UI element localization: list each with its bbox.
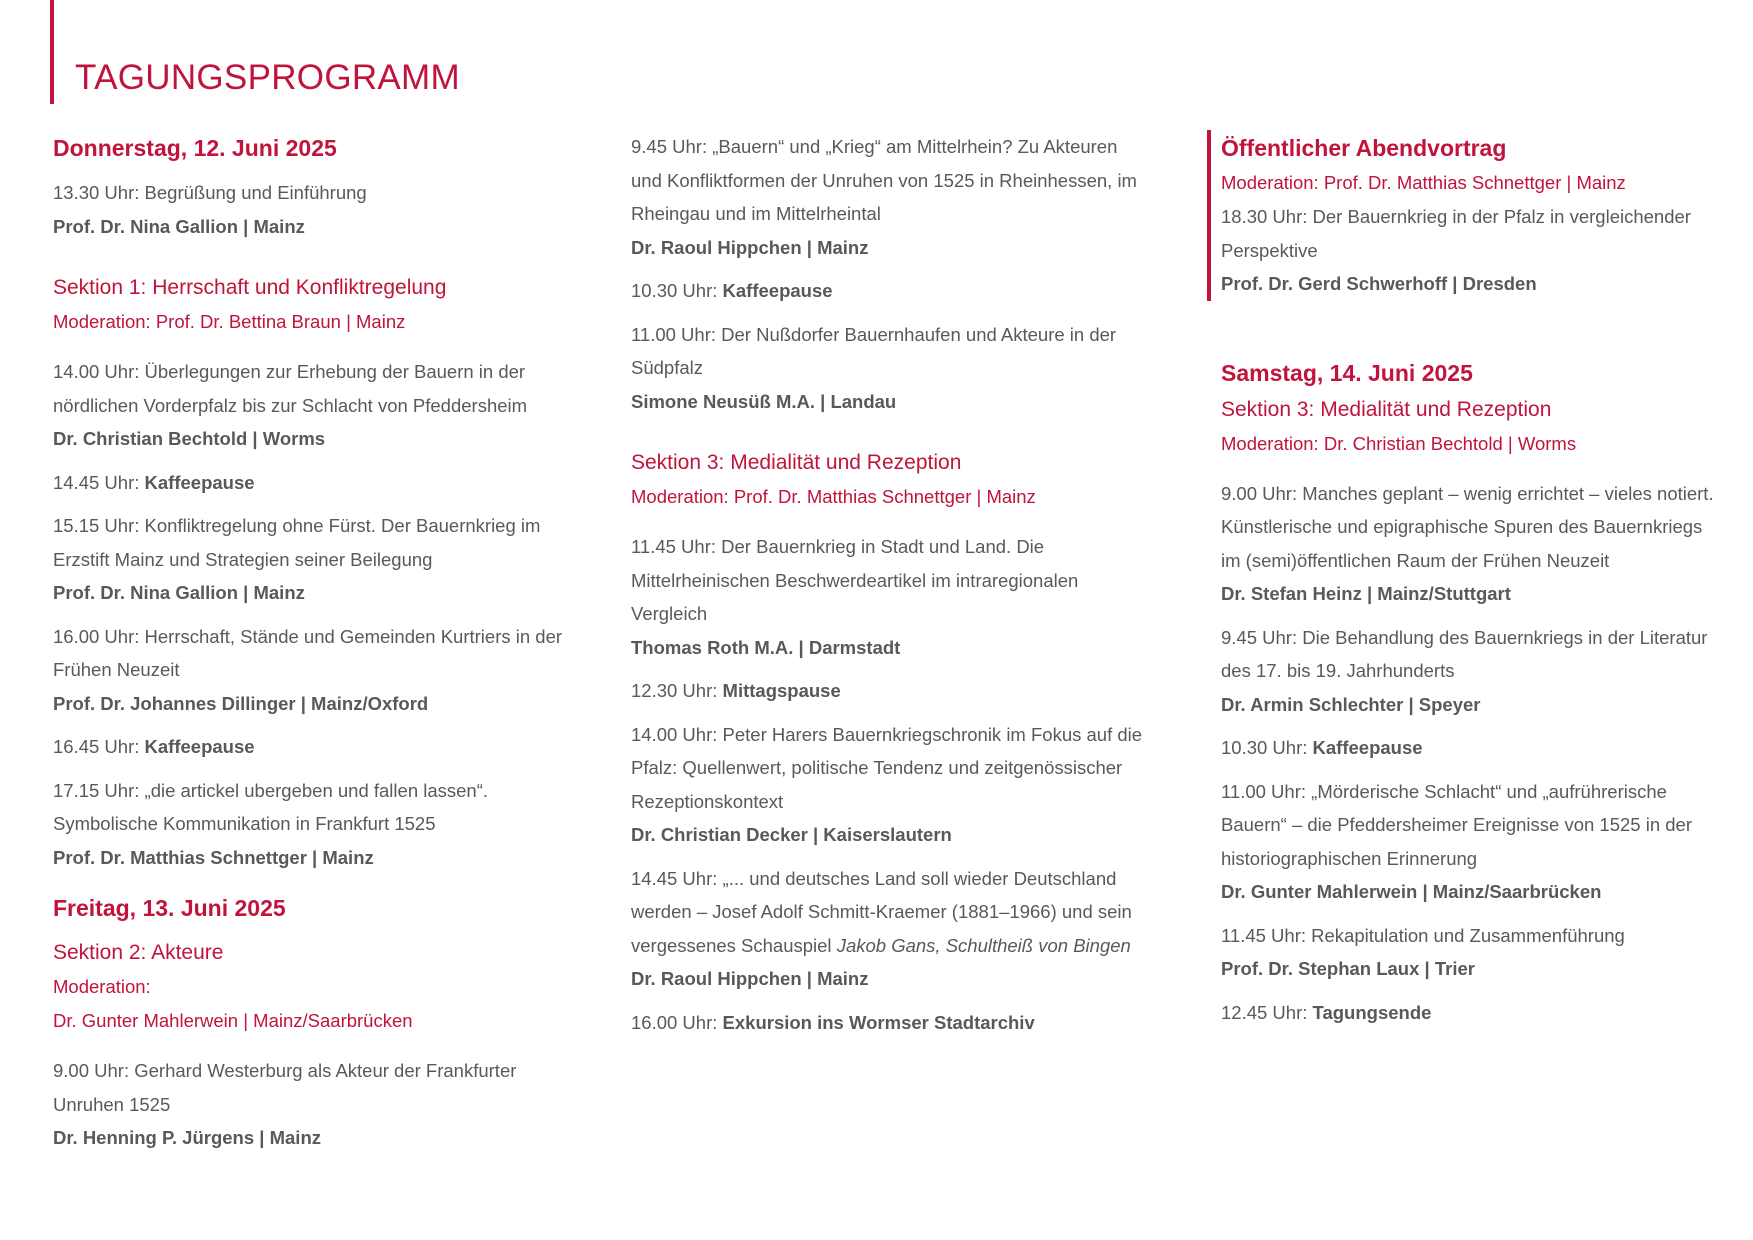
item-time: 12.45 Uhr (1221, 1001, 1303, 1023)
item-time: 11.45 Uhr (1221, 924, 1301, 946)
item-text: Der Bauernkrieg in Stadt und Land. Die Mittelrheinischen Beschwerdeartikel im intraregionalen Vergleich (631, 536, 1079, 624)
program-item: 14.00 Uhr: Überlegungen zur Erhebung der Bauern in der nördlichen Vorderpfalz bis zur Schlacht von Pfeddersheim Dr. Christian Bechtold | Worms (53, 355, 583, 456)
column-thursday (53, 130, 583, 1165)
day-heading-thursday: Donnerstag, 12. Juni 2025 (53, 135, 337, 161)
program-item: 14.45 Uhr: „... und deutsches Land soll wieder Deutschland werden – Josef Adolf Schmitt-Kraemer (1881–1966) und sein vergessenes Schauspiel Jakob Gans, Schultheiß von Bingen Dr. Raoul Hippchen | Mainz (631, 862, 1151, 996)
section-title: Sektion 3: Medialität und Rezeption (631, 451, 962, 474)
break-label: Kaffeepause (144, 736, 255, 757)
program-item: 13.30 Uhr: Begrüßung und Einführung Prof. Dr. Nina Gallion | Mainz (53, 176, 583, 243)
item-text: Herrschaft, Stände und Gemeinden Kurtriers in der Frühen Neuzeit (53, 625, 563, 680)
page-title: TAGUNGSPROGRAMM (75, 58, 460, 97)
program-item: 14.00 Uhr: Peter Harers Bauernkriegschronik im Fokus auf die Pfalz: Quellenwert, politische Tendenz und zeitgenössischer Rezeptionskontext Dr. Christian Decker | Kaiserslautern (631, 718, 1151, 852)
title-accent-bar (50, 0, 54, 104)
item-time: 14.00 Uhr (631, 723, 713, 745)
program-item: 18.30 Uhr: Der Bauernkrieg in der Pfalz in vergleichender Perspektive Prof. Dr. Gerd Schwerhoff | Dresden (1221, 200, 1721, 301)
program-item: 17.15 Uhr: „die artickel ubergeben und fallen lassen“. Symbolische Kommunikation in Frankfurt 1525 Prof. Dr. Matthias Schnettger | Mainz (53, 774, 583, 875)
break-label: Kaffeepause (1312, 737, 1423, 758)
item-text-italic: Jakob Gans, Schultheiß von Bingen (836, 934, 1131, 956)
item-time: 11.00 Uhr (1221, 780, 1301, 802)
item-speaker: Dr. Raoul Hippchen | Mainz (631, 968, 869, 989)
column-evening-saturday (1221, 130, 1721, 1039)
item-speaker: Prof. Dr. Johannes Dillinger | Mainz/Oxford (53, 692, 429, 714)
program-item: 11.00 Uhr: Der Nußdorfer Bauernhaufen und Akteure in der Südpfalz Simone Neusüß M.A. | Landau (631, 318, 1151, 419)
item-speaker: Prof. Dr. Nina Gallion | Mainz (53, 215, 305, 237)
item-text: Manches geplant – wenig errichtet – vieles notiert. Künstlerische und epigraphische Spuren des Bauernkriegs im (semi)öffentlichen Raum der Frühen Neuzeit (1221, 482, 1714, 571)
program-item: 14.45 Uhr: Kaffeepause (53, 471, 255, 493)
excursion-label: Exkursion ins Wormser Stadtarchiv (722, 1011, 1035, 1033)
item-speaker: Dr. Christian Bechtold | Worms (53, 428, 326, 449)
item-speaker: Dr. Armin Schlechter | Speyer (1221, 693, 1481, 715)
item-text: „... und deutsches Land soll wieder Deutschland werden – Josef Adolf Schmitt-Kraemer (1881–1966) und sein vergessenes Schauspiel (631, 867, 1132, 956)
section-title: Sektion 3: Medialität und Rezeption (1221, 397, 1552, 421)
item-speaker: Dr. Henning P. Jürgens | Mainz (53, 1127, 321, 1148)
break-label: Mittagspause (722, 680, 841, 701)
item-time: 13.30 Uhr (53, 182, 135, 203)
item-time: 11.00 Uhr (631, 323, 711, 345)
section-moderation-name: Dr. Gunter Mahlerwein | Mainz/Saarbrücken (53, 1010, 413, 1031)
item-speaker: Dr. Raoul Hippchen | Mainz (631, 236, 869, 258)
program-item: 11.45 Uhr: Der Bauernkrieg in Stadt und Land. Die Mittelrheinischen Beschwerdeartikel im intraregionalen Vergleich Thomas Roth M.A. | Darmstadt (631, 530, 1151, 664)
item-time: 15.15 Uhr (53, 515, 135, 536)
program-item: 15.15 Uhr: Konfliktregelung ohne Fürst. Der Bauernkrieg im Erzstift Mainz und Strategien seiner Beilegung Prof. Dr. Nina Gallion | Mainz (53, 509, 583, 610)
item-time: 14.00 Uhr (53, 361, 135, 382)
end-label: Tagungsende (1312, 1001, 1432, 1023)
item-time: 9.45 Uhr (1221, 626, 1292, 648)
item-speaker: Thomas Roth M.A. | Darmstadt (631, 636, 901, 658)
item-speaker: Prof. Dr. Matthias Schnettger | Mainz (53, 846, 374, 868)
item-text: Der Bauernkrieg in der Pfalz in vergleichender Perspektive (1221, 206, 1691, 261)
item-time: 14.45 Uhr (631, 867, 713, 889)
item-text: Die Behandlung des Bauernkriegs in der Literatur des 17. bis 19. Jahrhunderts (1221, 626, 1708, 681)
day-heading-saturday: Samstag, 14. Juni 2025 (1221, 359, 1473, 386)
item-speaker: Prof. Dr. Nina Gallion | Mainz (53, 582, 305, 603)
item-text: „Mörderische Schlacht“ und „aufrührerische Bauern“ – die Pfeddersheimer Ereignisse von 1525 in der historiographischen Erinnerung (1221, 780, 1693, 869)
item-time: 16.00 Uhr (53, 625, 135, 647)
item-text: Überlegungen zur Erhebung der Bauern in der nördlichen Vorderpfalz bis zur Schlacht von Pfeddersheim (53, 361, 528, 416)
item-speaker: Prof. Dr. Gerd Schwerhoff | Dresden (1221, 273, 1537, 294)
program-item: 16.45 Uhr: Kaffeepause (53, 736, 255, 757)
item-speaker: Dr. Christian Decker | Kaiserslautern (631, 824, 952, 845)
item-time: 9.00 Uhr (1221, 482, 1292, 504)
item-text: Rekapitulation und Zusammenführung (1311, 924, 1625, 946)
item-speaker: Simone Neusüß M.A. | Landau (631, 390, 897, 412)
item-time: 16.45 Uhr (53, 736, 135, 757)
item-time: 10.30 Uhr (1221, 737, 1303, 758)
item-time: 18.30 Uhr (1221, 206, 1303, 227)
program-item: 11.45 Uhr: Rekapitulation und Zusammenführung Prof. Dr. Stephan Laux | Trier (1221, 919, 1721, 986)
item-text: Peter Harers Bauernkriegschronik im Fokus auf die Pfalz: Quellenwert, politische Tendenz und zeitgenössischer Rezeptionskontext (631, 723, 1143, 812)
section-title: Sektion 2: Akteure (53, 941, 224, 964)
item-time: 9.45 Uhr (631, 136, 702, 157)
item-text: Konfliktregelung ohne Fürst. Der Bauernkrieg im Erzstift Mainz und Strategien seiner Beilegung (53, 515, 541, 570)
day-heading-friday: Freitag, 13. Juni 2025 (53, 895, 286, 921)
item-time: 12.30 Uhr (631, 680, 713, 701)
item-text: Gerhard Westerburg als Akteur der Frankfurter Unruhen 1525 (53, 1060, 517, 1115)
program-item: 10.30 Uhr: Kaffeepause (631, 280, 833, 301)
section-title: Sektion 1: Herrschaft und Konfliktregelung (53, 276, 447, 299)
program-item: 9.45 Uhr: „Bauern“ und „Krieg“ am Mittelrhein? Zu Akteuren und Konfliktformen der Unruhen von 1525 in Rheinhessen, im Rheingau und im Mittelrheintal Dr. Raoul Hippchen | Mainz (631, 130, 1151, 264)
item-time: 16.00 Uhr (631, 1011, 713, 1033)
section-moderation: Moderation: Prof. Dr. Bettina Braun | Mainz (53, 311, 406, 332)
program-item: 9.00 Uhr: Gerhard Westerburg als Akteur der Frankfurter Unruhen 1525 Dr. Henning P. Jürgens | Mainz (53, 1054, 583, 1155)
program-item: 16.00 Uhr: Exkursion ins Wormser Stadtarchiv (631, 1011, 1035, 1033)
item-time: 11.45 Uhr (631, 536, 711, 557)
column-friday (631, 130, 1151, 1049)
program-item: 12.30 Uhr: Mittagspause (631, 680, 841, 701)
item-text: Der Nußdorfer Bauernhaufen und Akteure in der Südpfalz (631, 323, 1117, 378)
item-time: 14.45 Uhr (53, 471, 135, 493)
item-speaker: Dr. Stefan Heinz | Mainz/Stuttgart (1221, 583, 1511, 604)
item-speaker: Prof. Dr. Stephan Laux | Trier (1221, 958, 1475, 979)
program-item: 9.45 Uhr: Die Behandlung des Bauernkriegs in der Literatur des 17. bis 19. Jahrhunderts Dr. Armin Schlechter | Speyer (1221, 621, 1721, 722)
section-moderation: Moderation: Prof. Dr. Matthias Schnettger | Mainz (1221, 172, 1626, 193)
break-label: Kaffeepause (144, 471, 255, 493)
section-moderation-label: Moderation: (53, 976, 151, 997)
program-item: 11.00 Uhr: „Mörderische Schlacht“ und „aufrührerische Bauern“ – die Pfeddersheimer Ereignisse von 1525 in der historiographischen Erinnerung Dr. Gunter Mahlerwein | Mainz/Saarbrücken (1221, 775, 1721, 909)
item-text: „Bauern“ und „Krieg“ am Mittelrhein? Zu Akteuren und Konfliktformen der Unruhen von 1525 in Rheinhessen, im Rheingau und im Mittelrheintal (631, 136, 1137, 224)
item-speaker: Dr. Gunter Mahlerwein | Mainz/Saarbrücken (1221, 881, 1602, 902)
item-time: 10.30 Uhr (631, 280, 713, 301)
evening-lecture-title: Öffentlicher Abendvortrag (1221, 135, 1507, 161)
item-time: 9.00 Uhr (53, 1060, 124, 1081)
break-label: Kaffeepause (722, 280, 833, 301)
program-item: 12.45 Uhr: Tagungsende (1221, 1001, 1432, 1023)
section-moderation: Moderation: Dr. Christian Bechtold | Worms (1221, 432, 1577, 454)
program-item: 9.00 Uhr: Manches geplant – wenig errichtet – vieles notiert. Künstlerische und epigraphische Spuren des Bauernkriegs im (semi)öffentlichen Raum der Frühen Neuzeit Dr. Stefan Heinz | Mainz/Stuttgart (1221, 477, 1721, 611)
evening-lecture-block (1207, 130, 1721, 301)
section-moderation: Moderation: Prof. Dr. Matthias Schnettger | Mainz (631, 486, 1036, 507)
program-item: 16.00 Uhr: Herrschaft, Stände und Gemeinden Kurtriers in der Frühen Neuzeit Prof. Dr. Johannes Dillinger | Mainz/Oxford (53, 620, 583, 721)
program-item: 10.30 Uhr: Kaffeepause (1221, 737, 1423, 758)
item-text: Begrüßung und Einführung (144, 182, 367, 203)
item-time: 17.15 Uhr (53, 779, 135, 801)
item-text: „die artickel ubergeben und fallen lassen“. Symbolische Kommunikation in Frankfurt 1525 (53, 779, 489, 834)
